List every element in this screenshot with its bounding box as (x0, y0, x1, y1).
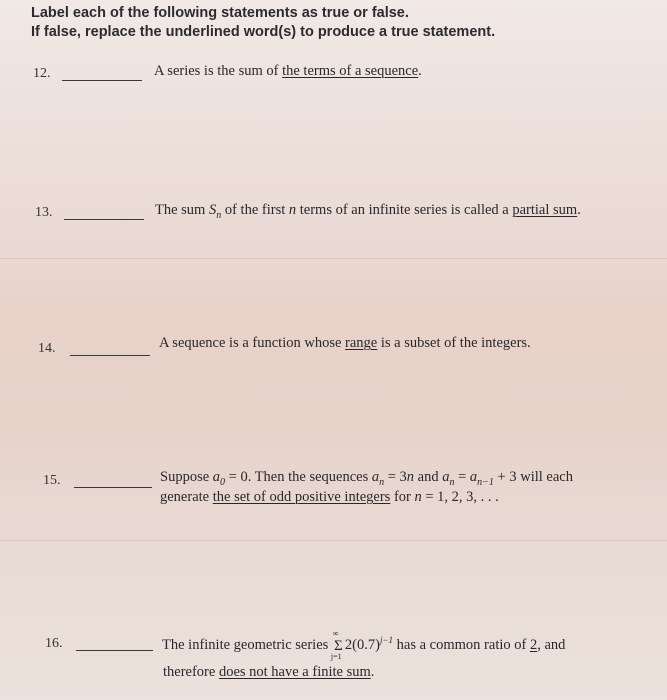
question-12-answer-blank[interactable] (62, 80, 142, 81)
question-15-underlined: the set of odd positive integers (212, 489, 391, 505)
question-15-number: 15. (43, 473, 61, 488)
question-15-answer-blank[interactable] (74, 487, 152, 488)
question-16-number: 16. (45, 636, 63, 651)
question-12-underlined: the terms of a sequence (282, 63, 419, 79)
question-16-underlined-ratio: 2 (529, 636, 538, 653)
question-16-statement-line-1: The infinite geometric series ∞ Σ j=1 $2(0.7)^{j-1}$ has a common ratio of 2, and (162, 628, 566, 661)
instructions-line-2: If false, replace the underlined word(s) to produce a true statement. (31, 24, 496, 40)
question-13-answer-blank[interactable] (64, 219, 144, 220)
question-14-underlined: range (345, 335, 378, 351)
question-13-number: 13. (35, 205, 53, 220)
summation-symbol: ∞ Σ j=1 (330, 628, 343, 661)
question-14-answer-blank[interactable] (70, 355, 150, 356)
paper-fold (0, 258, 667, 259)
question-14-number: 14. (38, 341, 56, 356)
question-14-statement: A sequence is a function whose range is a subset of the integers. (159, 335, 531, 351)
question-15-statement-line-2: generate the set of odd positive integers for n = 1, 2, 3, . . . (160, 489, 499, 505)
question-16-statement-line-2: therefore does not have a finite sum. (163, 664, 375, 680)
question-16-answer-blank[interactable] (76, 650, 153, 651)
question-12-number: 12. (33, 66, 51, 81)
question-12-statement: A series is the sum of the terms of a sequence. (154, 63, 422, 79)
question-15-statement-line-1: Suppose $a_0 = 0$. Then the sequences $a_n = 3n$ and $a_n = a_{n-1} + 3$ will each (160, 469, 573, 488)
paper-fold (0, 540, 667, 541)
question-13-underlined: partial sum (512, 202, 578, 218)
question-13-statement: The sum $S_n$ of the first n terms of an infinite series is called a partial sum. (155, 202, 581, 221)
question-16-underlined-sum: does not have a finite sum (218, 664, 371, 680)
instructions-line-1: Label each of the following statements as true or false. (31, 5, 409, 21)
